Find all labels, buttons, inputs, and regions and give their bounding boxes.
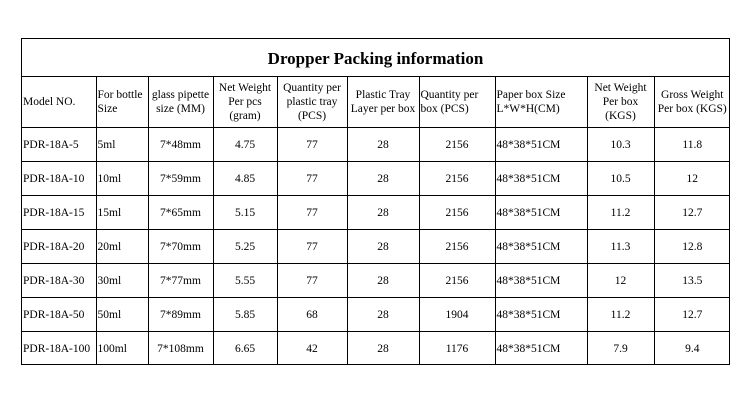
bottle-size-cell: 5ml <box>96 128 148 162</box>
box-size-cell: 48*38*51CM <box>495 230 587 264</box>
tray-layer-cell: 28 <box>347 264 419 298</box>
qty-tray-cell: 77 <box>277 128 347 162</box>
bottle-size-cell: 30ml <box>96 264 148 298</box>
table-row <box>22 332 730 366</box>
box-size-cell: 48*38*51CM <box>495 264 587 298</box>
tray-layer-cell: 28 <box>347 196 419 230</box>
net-weight-pcs-cell: 5.85 <box>213 298 277 332</box>
table-row <box>22 196 730 230</box>
bottle-size-cell: 10ml <box>96 162 148 196</box>
header-cell: Quantity per box (PCS) <box>419 77 495 128</box>
header-cell: For bottle Size <box>96 77 148 128</box>
qty-tray-cell: 77 <box>277 196 347 230</box>
qty-box-cell: 1904 <box>419 298 495 332</box>
header-cell: Paper box Size L*W*H(CM) <box>495 77 587 128</box>
table-row <box>22 230 730 264</box>
header-cell: glass pipette size (MM) <box>148 77 213 128</box>
gross-weight-box-cell: 9.4 <box>654 332 730 366</box>
sheet-title: Dropper Packing information <box>22 39 729 77</box>
header-cell: Model NO. <box>22 77 96 128</box>
gross-weight-box-cell: 11.8 <box>654 128 730 162</box>
model-cell: PDR-18A-100 <box>22 332 96 366</box>
gross-weight-box-cell: 12.7 <box>654 196 730 230</box>
qty-box-cell: 2156 <box>419 264 495 298</box>
qty-tray-cell: 77 <box>277 230 347 264</box>
table-row <box>22 162 730 196</box>
tray-layer-cell: 28 <box>347 128 419 162</box>
header-cell: Quantity per plastic tray (PCS) <box>277 77 347 128</box>
gross-weight-box-cell: 12.7 <box>654 298 730 332</box>
qty-tray-cell: 77 <box>277 264 347 298</box>
net-weight-box-cell: 11.2 <box>587 298 654 332</box>
gross-weight-box-cell: 12 <box>654 162 730 196</box>
gross-weight-box-cell: 12.8 <box>654 230 730 264</box>
qty-tray-cell: 68 <box>277 298 347 332</box>
box-size-cell: 48*38*51CM <box>495 332 587 366</box>
table-row <box>22 128 730 162</box>
pipette-size-cell: 7*108mm <box>148 332 213 366</box>
tray-layer-cell: 28 <box>347 230 419 264</box>
packing-table <box>22 77 730 365</box>
net-weight-box-cell: 12 <box>587 264 654 298</box>
qty-box-cell: 2156 <box>419 196 495 230</box>
net-weight-pcs-cell: 6.65 <box>213 332 277 366</box>
bottle-size-cell: 100ml <box>96 332 148 366</box>
model-cell: PDR-18A-15 <box>22 196 96 230</box>
header-row <box>22 77 730 128</box>
qty-box-cell: 2156 <box>419 162 495 196</box>
gross-weight-box-cell: 13.5 <box>654 264 730 298</box>
table-row <box>22 298 730 332</box>
bottle-size-cell: 50ml <box>96 298 148 332</box>
header-cell: Gross Weight Per box (KGS) <box>654 77 730 128</box>
box-size-cell: 48*38*51CM <box>495 162 587 196</box>
net-weight-box-cell: 11.3 <box>587 230 654 264</box>
net-weight-box-cell: 10.5 <box>587 162 654 196</box>
pipette-size-cell: 7*70mm <box>148 230 213 264</box>
qty-tray-cell: 77 <box>277 162 347 196</box>
table-row <box>22 264 730 298</box>
pipette-size-cell: 7*65mm <box>148 196 213 230</box>
model-cell: PDR-18A-10 <box>22 162 96 196</box>
pipette-size-cell: 7*77mm <box>148 264 213 298</box>
pipette-size-cell: 7*59mm <box>148 162 213 196</box>
model-cell: PDR-18A-30 <box>22 264 96 298</box>
model-cell: PDR-18A-20 <box>22 230 96 264</box>
net-weight-pcs-cell: 4.75 <box>213 128 277 162</box>
net-weight-pcs-cell: 5.25 <box>213 230 277 264</box>
box-size-cell: 48*38*51CM <box>495 128 587 162</box>
bottle-size-cell: 15ml <box>96 196 148 230</box>
net-weight-pcs-cell: 5.15 <box>213 196 277 230</box>
packing-info-sheet <box>21 38 730 365</box>
pipette-size-cell: 7*48mm <box>148 128 213 162</box>
qty-box-cell: 2156 <box>419 128 495 162</box>
net-weight-box-cell: 10.3 <box>587 128 654 162</box>
header-cell: Net Weight Per pcs (gram) <box>213 77 277 128</box>
tray-layer-cell: 28 <box>347 332 419 366</box>
model-cell: PDR-18A-5 <box>22 128 96 162</box>
net-weight-pcs-cell: 5.55 <box>213 264 277 298</box>
model-cell: PDR-18A-50 <box>22 298 96 332</box>
net-weight-box-cell: 7.9 <box>587 332 654 366</box>
tray-layer-cell: 28 <box>347 298 419 332</box>
net-weight-pcs-cell: 4.85 <box>213 162 277 196</box>
tray-layer-cell: 28 <box>347 162 419 196</box>
net-weight-box-cell: 11.2 <box>587 196 654 230</box>
qty-box-cell: 2156 <box>419 230 495 264</box>
box-size-cell: 48*38*51CM <box>495 298 587 332</box>
bottle-size-cell: 20ml <box>96 230 148 264</box>
pipette-size-cell: 7*89mm <box>148 298 213 332</box>
header-cell: Plastic Tray Layer per box <box>347 77 419 128</box>
qty-tray-cell: 42 <box>277 332 347 366</box>
qty-box-cell: 1176 <box>419 332 495 366</box>
box-size-cell: 48*38*51CM <box>495 196 587 230</box>
header-cell: Net Weight Per box (KGS) <box>587 77 654 128</box>
